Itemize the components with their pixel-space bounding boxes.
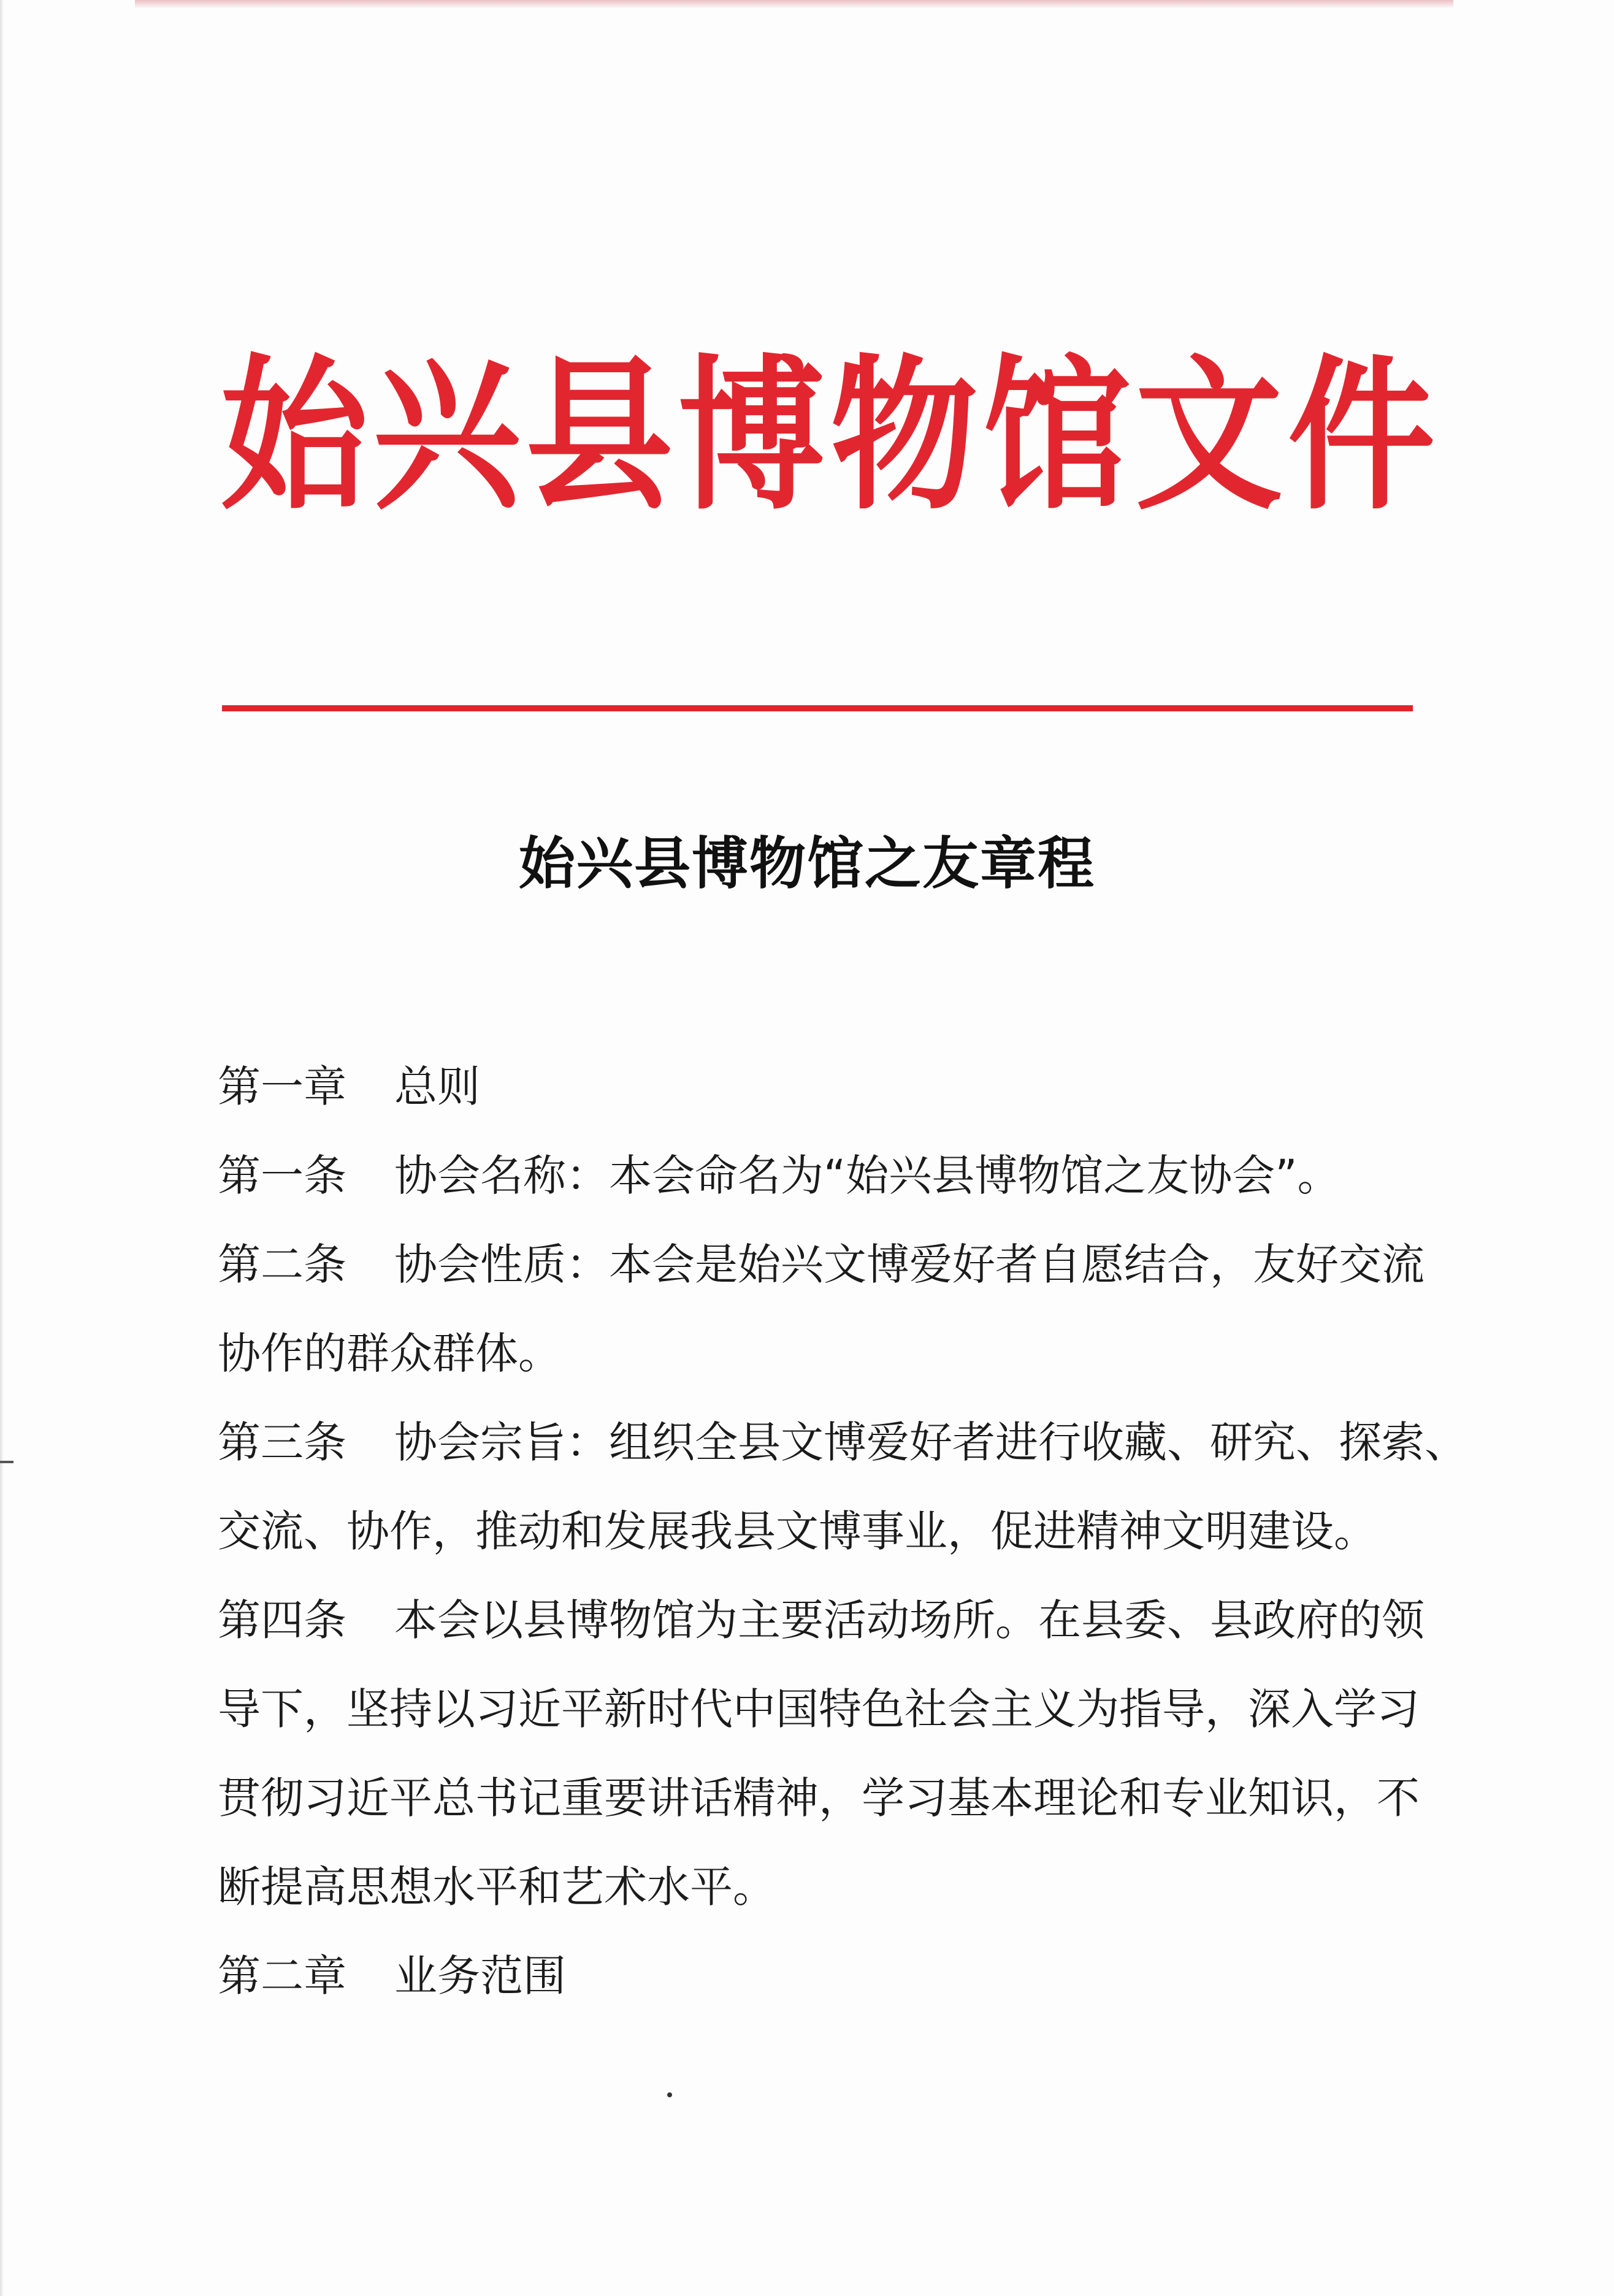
header-char: 物: [830, 339, 978, 532]
article-continuation: [218, 1309, 1413, 1398]
line-label: 第三条: [218, 1417, 346, 1468]
scan-edge-artifact: [135, 0, 1453, 9]
line-label: 第二条: [218, 1239, 346, 1290]
line-text: 业务范围: [394, 1951, 566, 2001]
document-body: [218, 1043, 1467, 2021]
line-label: 第二章: [218, 1951, 346, 2001]
line-text: 协会宗旨：组织全县文博爱好者进行收藏、研究、探索、: [394, 1417, 1467, 1468]
article-line: [218, 1131, 1413, 1220]
line-text: 总则: [394, 1062, 480, 1112]
header-char: 件: [1287, 339, 1435, 532]
line-text: 协作的群众群体。: [218, 1328, 561, 1379]
header-char: 始: [221, 339, 369, 532]
line-text: 导下，坚持以习近平新时代中国特色社会主义为指导，深入学习: [218, 1684, 1420, 1734]
line-text: 本会以县博物馆为主要活动场所。在县委、县政府的领: [394, 1595, 1425, 1645]
article-line: [218, 1220, 1425, 1309]
header-char: 县: [526, 339, 673, 532]
scan-edge-shadow: [0, 0, 4, 2296]
line-label: 第一章: [218, 1062, 346, 1112]
article-continuation: [218, 1487, 1413, 1576]
header-char: 文: [1135, 339, 1283, 532]
line-text: 断提高思想水平和艺术水平。: [218, 1862, 776, 1912]
line-label: 第一条: [218, 1150, 346, 1201]
article-continuation: [218, 1754, 1420, 1843]
article-line: [218, 1576, 1425, 1665]
line-text: 协会名称：本会命名为“始兴县博物馆之友协会”。: [394, 1150, 1341, 1201]
line-text: 贯彻习近平总书记重要讲话精神，学习基本理论和专业知识，不: [218, 1773, 1420, 1823]
line-label: 第四条: [218, 1595, 346, 1645]
scan-mark: [0, 1461, 13, 1463]
scan-dot: [667, 2092, 672, 2097]
article-line: [218, 1398, 1467, 1487]
document-title: 始兴县博物馆之友章程: [518, 830, 1095, 897]
line-text: 交流、协作，推动和发展我县文博事业，促进精神文明建设。: [218, 1506, 1377, 1556]
header-char: 馆: [982, 339, 1130, 532]
document-header-title: [221, 339, 1435, 532]
header-char: 博: [678, 339, 825, 532]
chapter-heading: [218, 1932, 1413, 2021]
header-char: 兴: [373, 339, 521, 532]
line-text: 协会性质：本会是始兴文博爱好者自愿结合，友好交流: [394, 1239, 1425, 1290]
article-continuation: [218, 1665, 1420, 1754]
header-red-rule: [222, 705, 1413, 711]
article-continuation: [218, 1843, 1413, 1932]
chapter-heading: [218, 1043, 1413, 1131]
